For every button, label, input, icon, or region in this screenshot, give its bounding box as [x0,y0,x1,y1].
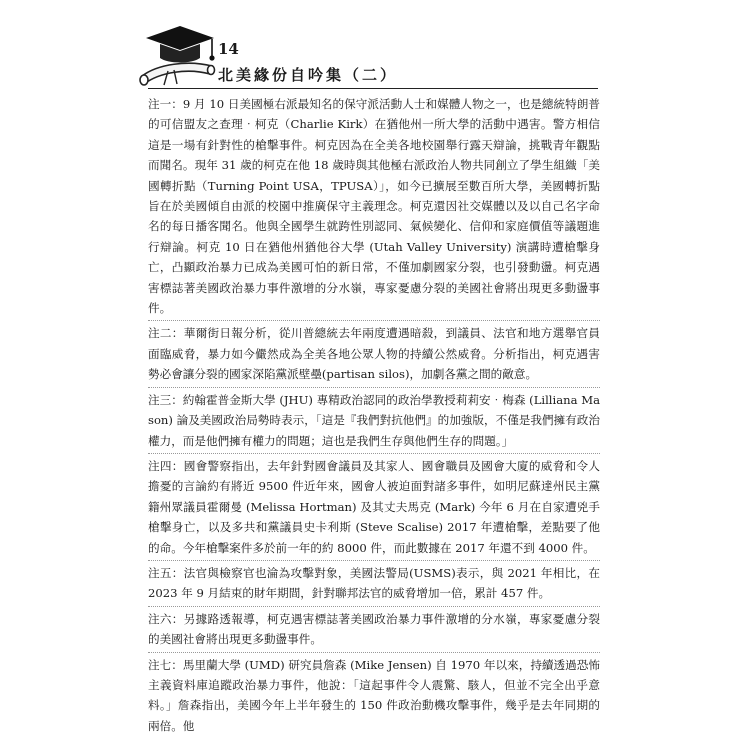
footnotes [148,94,600,740]
note-2: 注二：華爾街日報分析，從川普總統去年兩度遭遇暗殺，到議員、法官和地方選舉官員面臨威脅，暴力如今儼然成為全美各地公眾人物的持續公然威脅。分析指出，柯克遇害勢必會讓分裂的國家深陷黨派壁壘(partisan silos)，加劇各黨之間的敵意。 [148,323,600,387]
note-3: 注三：約翰霍普金斯大學 (JHU) 專精政治認同的政治學教授莉莉安‧梅森 (Lilliana Mason) 論及美國政治局勢時表示，「這是『我們對抗他們』的加強版，不僅是我們擁有政治權力，而是他們擁有權力的問題；這也是我們生存與他們生存的問題。」 [148,390,600,454]
note-4: 注四：國會警察指出，去年針對國會議員及其家人、國會職員及國會大廈的威脅和令人擔憂的言論約有將近 9500 件近年來，國會人被迫面對諸多事件，如明尼蘇達州民主黨籍州眾議員霍爾曼 (Melissa Hortman) 及其丈夫馬克 (Mark) 今年 6 月在自家遭兇手槍擊身亡，以及多共和黨議員史卡利斯 (Steve Scalise) 2017 年遭槍擊，差點要了他的命。今年槍擊案件多於前一年的約 8000 件，而此數據在 2017 年還不到 4000 件。 [148,456,600,561]
note-7: 注七：馬里蘭大學 (UMD) 研究員詹森 (Mike Jensen) 自 1970 年以來，持續透過恐怖主義資料庫追蹤政治暴力事件，他說：「這起事件令人震驚、駭人，但並不完全出乎意料。」詹森指出，美國今年上半年發生的 150 件政治動機攻擊事件，幾乎是去年同期的兩倍。他 [148,657,600,733]
page-header [0,0,750,92]
note-5: 注五：法官與檢察官也淪為攻擊對象，美國法警局(USMS)表示，與 2021 年相比，在 2023 年 9 月結束的財年期間，針對聯邦法官的威脅增加一倍，累計 457 件。 [148,563,600,607]
note-6: 注六：另據路透報導，柯克遇害標誌著美國政治暴力事件激增的分水嶺，專家憂慮分裂的美國社會將出現更多動盪事件。 [148,609,600,653]
page-number: 14 [218,40,239,58]
book-title: 北美緣份自吟集（二） [218,66,399,84]
header-rule [148,88,598,89]
note-1: 注一：9 月 10 日美國極右派最知名的保守派活動人士和媒體人物之一，也是總統特朗普的可信盟友之查理‧柯克（Charlie Kirk）在猶他州一所大學的活動中遇害。警方相信這是一場有針對性的槍擊事件。柯克因為在全美各地校園舉行露天辯論，挑戰青年觀點而聞名。現年 31 歲的柯克在他 18 歲時與其他極右派政治人物共同創立了學生組織「美國轉折點（Turning Point USA，TPUSA）」，如今已擴展至數百所大學，美國轉折點旨在於美國傾自由派的校園中推廣保守主義理念。柯克還因社交媒體以及以自己名字命名的每日播客聞名。他與全國學生就跨性別認同、氣候變化、信仰和家庭價值等議題進行辯論。柯克 10 日在猶他州猶他谷大學 (Utah Valley University) 演講時遭槍擊身亡，凸顯政治暴力已成為美國可怕的新日常，不僅加劇國家分裂，也引發動盪。柯克遇害標誌著美國政治暴力事件激增的分水嶺，專家憂慮分裂的美國社會將出現更多動盪事件。 [148,94,600,321]
graduation-cap-scroll-icon [138,16,218,92]
